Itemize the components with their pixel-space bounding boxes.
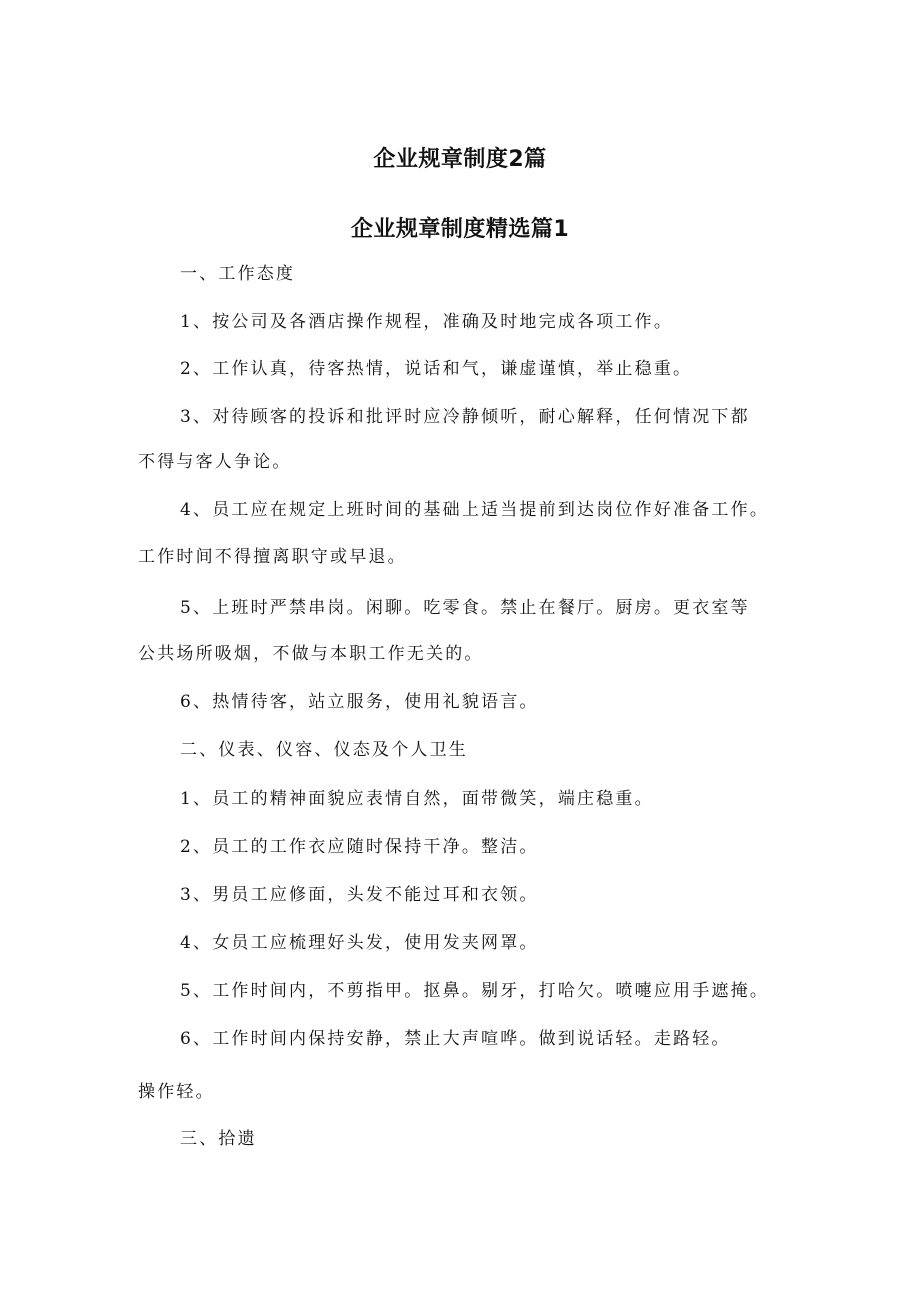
list-item-continuation: 工作时间不得擅离职守或早退。 <box>138 547 407 567</box>
list-item: 6、热情待客，站立服务，使用礼貌语言。 <box>180 692 539 712</box>
list-item: 3、男员工应修面，头发不能过耳和衣领。 <box>180 885 539 905</box>
list-item: 2、员工的工作衣应随时保持干净。整洁。 <box>180 837 539 857</box>
list-item: 5、上班时严禁串岗。闲聊。吃零食。禁止在餐厅。厨房。更衣室等 <box>180 598 750 618</box>
list-item: 4、女员工应梳理好头发，使用发夹网罩。 <box>180 933 539 953</box>
heading-lost-and-found: 三、拾遗 <box>180 1129 257 1149</box>
list-item: 3、对待顾客的投诉和批评时应冷静倾听，耐心解释，任何情况下都 <box>180 407 750 427</box>
list-item: 6、工作时间内保持安静，禁止大声喧哗。做到说话轻。走路轻。 <box>180 1029 731 1049</box>
list-item-continuation: 不得与客人争论。 <box>138 452 292 472</box>
list-item: 2、工作认真，待客热情，说话和气，谦虚谨慎，举止稳重。 <box>180 359 693 379</box>
list-item: 4、员工应在规定上班时间的基础上适当提前到达岗位作好准备工作。 <box>180 500 770 520</box>
list-item-continuation: 公共场所吸烟，不做与本职工作无关的。 <box>138 644 484 664</box>
heading-work-attitude: 一、工作态度 <box>180 264 296 284</box>
document-title: 企业规章制度2篇 <box>373 147 547 172</box>
section-title: 企业规章制度精选篇1 <box>350 217 570 242</box>
list-item: 5、工作时间内，不剪指甲。抠鼻。剔牙，打哈欠。喷嚏应用手遮掩。 <box>180 981 770 1001</box>
list-item: 1、员工的精神面貌应表情自然，面带微笑，端庄稳重。 <box>180 789 654 809</box>
list-item: 1、按公司及各酒店操作规程，准确及时地完成各项工作。 <box>180 312 674 332</box>
heading-appearance: 二、仪表、仪容、仪态及个人卫生 <box>180 740 468 760</box>
list-item-continuation: 操作轻。 <box>138 1082 215 1102</box>
